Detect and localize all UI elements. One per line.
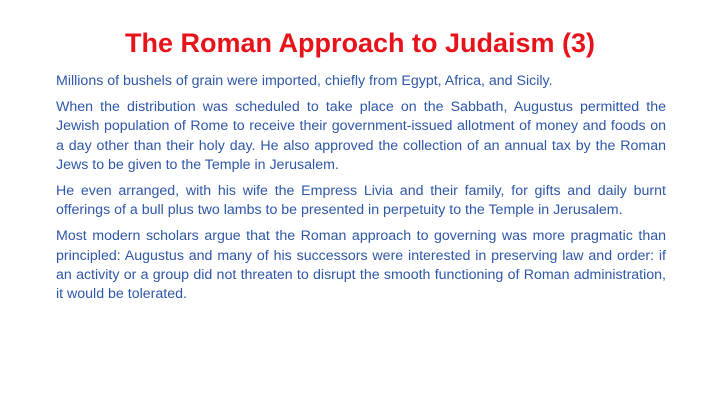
slide-title: The Roman Approach to Judaism (3) [124, 28, 596, 58]
paragraph-sabbath-distribution: When the distribution was scheduled to take place on the Sabbath, Augustus permitted the Jewish population of Rome to receive their government-issued allotment of money and foods on a day other than their holy day. He also approved the collection of an annual tax by the Roman Jews to be given to the Temple in Jerusalem. [56, 99, 666, 173]
paragraph-temple-offerings: He even arranged, with his wife the Empress Livia and their family, for gifts and daily burnt offerings of a bull plus two lambs to be presented in perpetuity to the Temple in Jerusalem. [56, 183, 666, 219]
paragraph-scholars-view: Most modern scholars argue that the Roman approach to governing was more pragmatic than principled: Augustus and many of his successors were interested in preserving law and order: if an activity or a group did not threaten to disrupt the smooth functioning of Roman administration, it would be tolerated. [56, 228, 666, 303]
slide-body [56, 72, 666, 311]
paragraph-grain-imports: Millions of bushels of grain were imported, chiefly from Egypt, Africa, and Sicily. [56, 73, 553, 89]
